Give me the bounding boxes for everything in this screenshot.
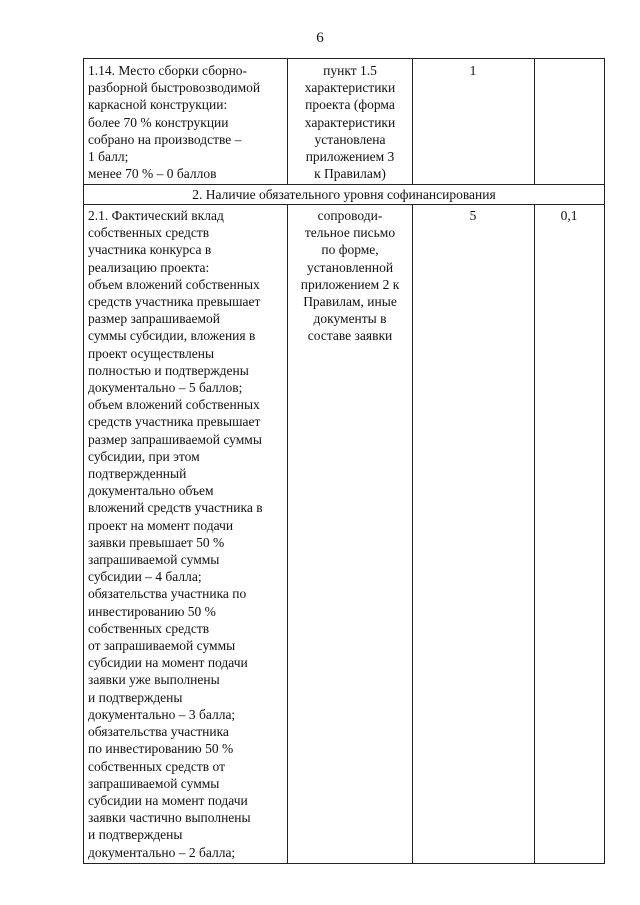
criterion-2-1: 2.1. Фактический вклад собственных средств участника конкурса в реализацию проекта: объем вложений собственных средств участника превышает размер запрашиваемой суммы субсидии, вложения в проект осуществлены полностью и подтверждены документально – 5 баллов; объем вложений собственных средств участника превышает размер запрашиваемой суммы субсидии, при этом подтвержденный документально объем вложений средств участника в проект на момент подачи заявки превышает 50 % запрашиваемой суммы субсидии – 4 балла; обязательства участника по инвестированию 50 % собственных средств от запрашиваемой суммы субсидии на момент подачи заявки уже выполнены и подтверждены документально – 3 балла; обязательства участника по инвестированию 50 % собственных средств от запрашиваемой суммы субсидии на момент подачи заявки частично выполнены и подтверждены документально – 2 балла;: [88, 208, 263, 860]
row-divider-section: [83, 184, 605, 185]
source-1-14: пункт 1.5 характеристики проекта (форма характеристики установлена приложением 3 к Правилам): [304, 63, 396, 182]
column-divider-1-bottom: [287, 204, 288, 864]
weight-2-1: 0,1: [560, 208, 578, 223]
column-divider-1-top: [287, 58, 288, 184]
column-divider-3-bottom: [534, 204, 535, 864]
section-2-title: 2. Наличие обязательного уровня софинансирования: [192, 187, 496, 202]
table-border-bottom: [83, 863, 605, 864]
column-divider-2-bottom: [412, 204, 413, 864]
max-score-2-1: 5: [469, 208, 477, 223]
max-score-1-14: 1: [469, 63, 477, 78]
table-border-right: [604, 58, 605, 864]
column-divider-2-top: [412, 58, 413, 184]
table-border-top: [83, 58, 605, 59]
criterion-1-14: 1.14. Место сборки сборно- разборной быстровозводимой каркасной конструкции: более 70 % конструкции собрано на производстве – 1 балл; менее 70 % – 0 баллов: [88, 63, 261, 182]
page-number: 6: [316, 30, 324, 46]
column-divider-3-top: [534, 58, 535, 184]
table-border-left: [83, 58, 84, 864]
row-divider-2-1: [83, 204, 605, 205]
criteria-table: [83, 58, 605, 864]
source-2-1: сопроводи- тельное письмо по форме, установленной приложением 2 к Правилам, иные документы в составе заявки: [300, 208, 400, 344]
